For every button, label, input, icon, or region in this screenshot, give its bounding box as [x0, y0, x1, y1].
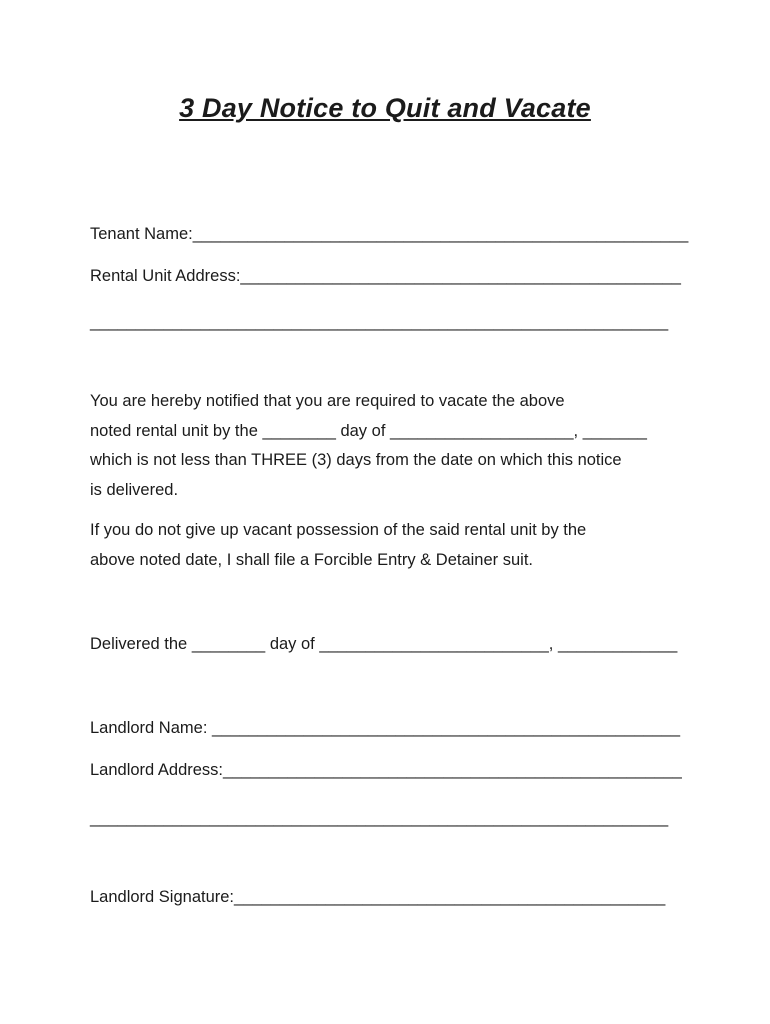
delivered-year-blank-field[interactable]: _____________ — [557, 635, 678, 653]
notice-paragraph-line3: which is not less than THREE (3) days from the date on which this notice — [90, 451, 622, 469]
delivered-label: Delivered the — [90, 635, 192, 653]
notice-paragraph-line1: You are hereby notified that you are required to vacate the above — [90, 392, 565, 410]
notice-paragraph — [90, 387, 680, 505]
warning-paragraph-line2: above noted date, I shall file a Forcible Entry & Detainer suit. — [90, 550, 533, 569]
document-title: 3 Day Notice to Quit and Vacate — [179, 93, 591, 123]
rental-address-row-2 — [90, 312, 680, 332]
landlord-signature-row — [90, 887, 680, 907]
delivered-mid: day of — [265, 635, 320, 653]
rental-address-label: Rental Unit Address: — [90, 267, 241, 285]
delivered-month-blank-field[interactable]: _________________________ — [319, 635, 549, 653]
tenant-name-blank-field[interactable]: ______________________________________________________ — [192, 225, 689, 243]
vacate-day-blank-field[interactable]: ________ — [262, 421, 336, 440]
landlord-name-row — [90, 718, 680, 738]
document-content — [0, 93, 770, 907]
notice-line2-pre: noted rental unit by the — [90, 421, 263, 440]
landlord-name-blank-field[interactable]: ___________________________________________________ — [212, 719, 681, 737]
rental-address-row — [90, 266, 680, 286]
notice-paragraph-line2 — [90, 417, 680, 447]
landlord-name-label: Landlord Name: — [90, 719, 212, 737]
notice-paragraph-line4: is delivered. — [90, 480, 179, 499]
warning-paragraph — [90, 516, 680, 575]
delivered-day-blank-field[interactable]: ________ — [191, 635, 266, 653]
vacate-year-blank-field[interactable]: _______ — [582, 421, 647, 440]
landlord-address-blank-field[interactable]: __________________________________________________ — [223, 761, 682, 779]
warning-paragraph-line1: If you do not give up vacant possession of the said rental unit by the — [90, 521, 587, 539]
landlord-address-blank-field-line2[interactable]: _______________________________________________________________ — [90, 809, 669, 827]
notice-line2-mid: day of — [335, 421, 390, 440]
tenant-name-label: Tenant Name: — [90, 225, 193, 243]
delivered-sep: , — [548, 635, 558, 653]
landlord-address-row-2 — [90, 808, 680, 828]
landlord-address-label: Landlord Address: — [90, 761, 224, 779]
rental-address-blank-field-line2[interactable]: _______________________________________________________________ — [90, 313, 669, 331]
landlord-signature-label: Landlord Signature: — [90, 888, 235, 906]
notice-line2-sep: , — [573, 421, 583, 440]
vacate-month-blank-field[interactable]: ____________________ — [390, 421, 574, 440]
rental-address-blank-field[interactable]: ________________________________________________ — [240, 267, 681, 285]
landlord-address-row — [90, 760, 680, 780]
landlord-signature-blank-field[interactable]: _______________________________________________ — [234, 888, 666, 906]
tenant-name-row — [90, 224, 689, 244]
delivered-row — [90, 634, 680, 654]
